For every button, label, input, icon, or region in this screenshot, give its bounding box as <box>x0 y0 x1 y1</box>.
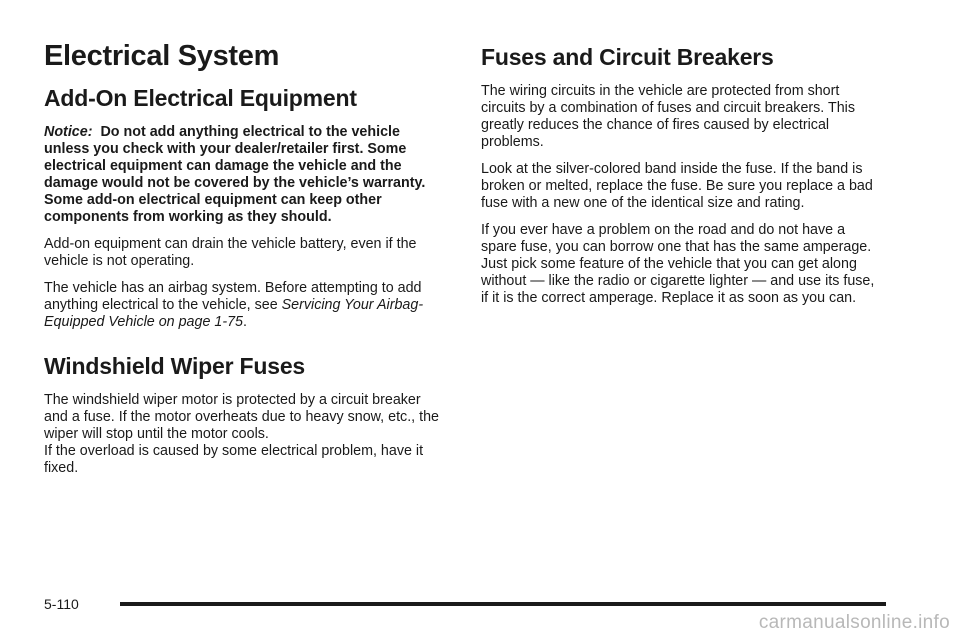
section-heading-wiper: Windshield Wiper Fuses <box>44 353 305 379</box>
addon-paragraph-2-end: . <box>243 314 247 330</box>
right-column <box>481 44 881 317</box>
section-heading-fuses: Fuses and Circuit Breakers <box>481 44 774 70</box>
wiper-paragraph <box>44 392 444 477</box>
fuses-paragraph-2: Look at the silver-colored band inside the fuse. If the band is broken or melted, replace the fuse. Be sure you replace a bad fuse with a new one of the identical size and rating. <box>481 161 873 211</box>
wiper-paragraph-text-2: If the overload is caused by some electrical problem, have it fixed. <box>44 443 424 476</box>
notice-text: Do not add anything electrical to the vehicle unless you check with your dealer/retailer first. Some electrical equipment can damage the vehicle and the damage would not be covered by the vehicle’s warranty. Some add-on electrical equipment can keep other components from working as they should. <box>44 124 426 225</box>
addon-paragraph-2 <box>44 280 444 331</box>
watermark: carmanualsonline.info <box>758 612 950 633</box>
cross-reference-link[interactable]: Servicing Your Airbag-Equipped Vehicle on page 1-75 <box>44 297 424 330</box>
section-heading-addon: Add-On Electrical Equipment <box>44 85 357 111</box>
footer-divider <box>120 602 886 606</box>
fuses-paragraph-1: The wiring circuits in the vehicle are protected from short circuits by a combination of fuses and circuit breakers. This greatly reduces the chance of fires caused by electrical problems. <box>481 83 856 150</box>
addon-paragraph-2-text: The vehicle has an airbag system. Before attempting to add anything electrical to the vehicle, see <box>44 280 422 313</box>
notice-paragraph <box>44 124 444 226</box>
fuses-paragraph-3: If you ever have a problem on the road and do not have a spare fuse, you can borrow one that has the same amperage. Just pick some feature of the vehicle that you can get along without — like the radio or cigarette lighter — and use its fuse, if it is the correct amperage. Replace it as soon as you can. <box>481 222 875 306</box>
left-column <box>44 40 444 487</box>
wiper-paragraph-text: The windshield wiper motor is protected by a circuit breaker and a fuse. If the motor overheats due to heavy snow, etc., the wiper will stop until the motor cools. <box>44 392 439 442</box>
page-number: 5-110 <box>44 596 79 612</box>
page-title: Electrical System <box>44 40 280 72</box>
addon-paragraph-1: Add-on equipment can drain the vehicle battery, even if the vehicle is not operating. <box>44 236 417 269</box>
notice-label: Notice: <box>44 124 93 140</box>
